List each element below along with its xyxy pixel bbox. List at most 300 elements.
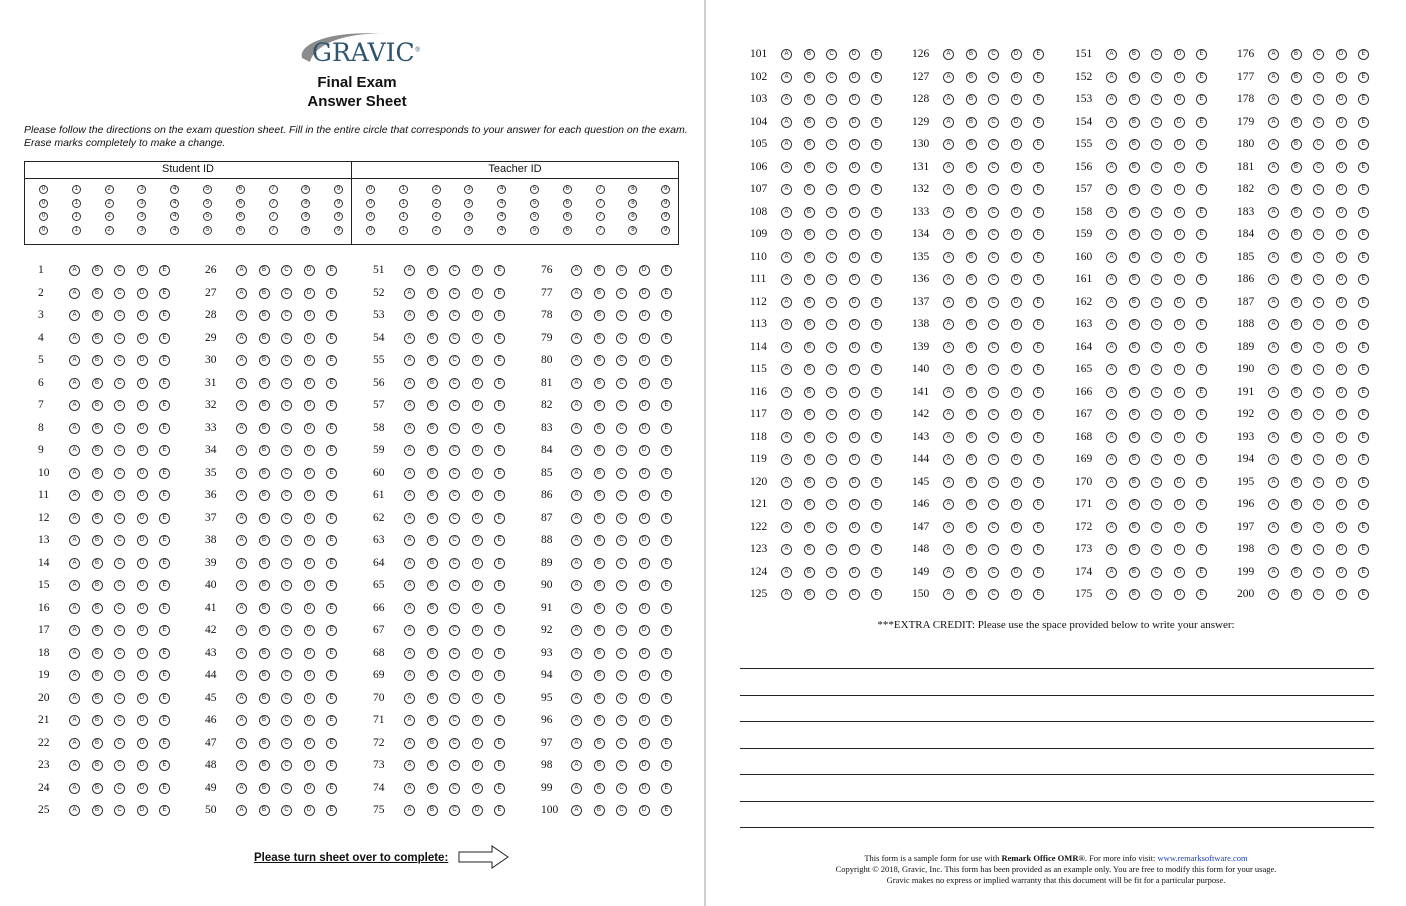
answer-bubble[interactable]: B — [259, 760, 270, 771]
answer-bubble[interactable]: B — [594, 310, 605, 321]
answer-bubble[interactable]: A — [781, 139, 792, 150]
answer-bubble[interactable]: E — [159, 265, 170, 276]
answer-bubble[interactable]: B — [1291, 409, 1302, 420]
answer-bubble[interactable]: E — [871, 162, 882, 173]
answer-bubble[interactable]: D — [1336, 94, 1347, 105]
answer-bubble[interactable]: A — [943, 387, 954, 398]
answer-bubble[interactable]: D — [1011, 139, 1022, 150]
answer-bubble[interactable]: B — [427, 288, 438, 299]
answer-bubble[interactable]: A — [236, 760, 247, 771]
id-digit-bubble[interactable]: 5 — [530, 185, 539, 194]
answer-bubble[interactable]: A — [1106, 364, 1117, 375]
answer-bubble[interactable]: B — [259, 783, 270, 794]
answer-bubble[interactable]: C — [988, 409, 999, 420]
answer-bubble[interactable]: A — [943, 319, 954, 330]
answer-bubble[interactable]: D — [1174, 94, 1185, 105]
answer-bubble[interactable]: B — [966, 454, 977, 465]
answer-bubble[interactable]: C — [826, 432, 837, 443]
answer-bubble[interactable]: E — [1033, 252, 1044, 263]
id-digit-bubble[interactable]: 7 — [596, 212, 605, 221]
answer-bubble[interactable]: D — [849, 139, 860, 150]
answer-bubble[interactable]: D — [1336, 207, 1347, 218]
answer-bubble[interactable]: A — [781, 184, 792, 195]
answer-bubble[interactable]: B — [966, 567, 977, 578]
answer-bubble[interactable]: B — [966, 477, 977, 488]
answer-bubble[interactable]: A — [943, 454, 954, 465]
answer-bubble[interactable]: A — [1268, 387, 1279, 398]
answer-bubble[interactable]: B — [92, 535, 103, 546]
id-digit-bubble[interactable]: 0 — [39, 185, 48, 194]
answer-bubble[interactable]: C — [281, 423, 292, 434]
answer-bubble[interactable]: A — [236, 445, 247, 456]
answer-bubble[interactable]: E — [871, 274, 882, 285]
answer-bubble[interactable]: B — [804, 544, 815, 555]
answer-bubble[interactable]: B — [594, 805, 605, 816]
answer-bubble[interactable]: C — [281, 445, 292, 456]
answer-bubble[interactable]: A — [404, 468, 415, 479]
answer-bubble[interactable]: D — [304, 603, 315, 614]
answer-bubble[interactable]: A — [571, 355, 582, 366]
answer-bubble[interactable]: E — [1358, 117, 1369, 128]
answer-bubble[interactable]: C — [1151, 252, 1162, 263]
answer-bubble[interactable]: D — [472, 400, 483, 411]
answer-bubble[interactable]: D — [849, 49, 860, 60]
answer-bubble[interactable]: A — [781, 544, 792, 555]
id-digit-bubble[interactable]: 6 — [563, 226, 572, 235]
answer-bubble[interactable]: A — [404, 378, 415, 389]
id-digit-bubble[interactable]: 4 — [497, 199, 506, 208]
answer-bubble[interactable]: D — [137, 400, 148, 411]
answer-bubble[interactable]: D — [304, 265, 315, 276]
answer-bubble[interactable]: B — [594, 670, 605, 681]
answer-bubble[interactable]: D — [639, 670, 650, 681]
answer-bubble[interactable]: E — [871, 409, 882, 420]
answer-bubble[interactable]: B — [427, 603, 438, 614]
answer-bubble[interactable]: C — [114, 760, 125, 771]
answer-bubble[interactable]: C — [114, 535, 125, 546]
answer-bubble[interactable]: C — [114, 603, 125, 614]
answer-bubble[interactable]: E — [661, 378, 672, 389]
id-digit-bubble[interactable]: 2 — [432, 185, 441, 194]
answer-bubble[interactable]: E — [1358, 184, 1369, 195]
answer-bubble[interactable]: B — [1291, 94, 1302, 105]
answer-bubble[interactable]: B — [594, 355, 605, 366]
answer-bubble[interactable]: C — [988, 229, 999, 240]
id-digit-bubble[interactable]: 3 — [464, 212, 473, 221]
answer-bubble[interactable]: C — [1313, 477, 1324, 488]
answer-bubble[interactable]: A — [404, 333, 415, 344]
answer-bubble[interactable]: B — [1291, 139, 1302, 150]
id-digit-bubble[interactable]: 8 — [628, 212, 637, 221]
answer-bubble[interactable]: A — [1268, 342, 1279, 353]
answer-bubble[interactable]: E — [326, 513, 337, 524]
answer-bubble[interactable]: A — [1106, 409, 1117, 420]
answer-bubble[interactable]: C — [281, 333, 292, 344]
answer-bubble[interactable]: C — [281, 468, 292, 479]
answer-bubble[interactable]: E — [661, 693, 672, 704]
answer-bubble[interactable]: A — [404, 445, 415, 456]
answer-bubble[interactable]: E — [661, 490, 672, 501]
answer-bubble[interactable]: D — [472, 715, 483, 726]
answer-bubble[interactable]: B — [1129, 229, 1140, 240]
answer-bubble[interactable]: E — [871, 139, 882, 150]
answer-bubble[interactable]: A — [571, 603, 582, 614]
answer-bubble[interactable]: E — [1358, 477, 1369, 488]
answer-bubble[interactable]: D — [1336, 117, 1347, 128]
answer-bubble[interactable]: E — [1358, 72, 1369, 83]
answer-bubble[interactable]: A — [781, 499, 792, 510]
answer-bubble[interactable]: E — [494, 670, 505, 681]
answer-bubble[interactable]: E — [1196, 477, 1207, 488]
answer-bubble[interactable]: B — [1291, 72, 1302, 83]
answer-bubble[interactable]: E — [326, 445, 337, 456]
answer-bubble[interactable]: B — [1129, 162, 1140, 173]
id-digit-bubble[interactable]: 5 — [203, 199, 212, 208]
answer-bubble[interactable]: C — [449, 670, 460, 681]
answer-bubble[interactable]: A — [1268, 477, 1279, 488]
answer-bubble[interactable]: A — [236, 423, 247, 434]
answer-bubble[interactable]: C — [616, 445, 627, 456]
answer-bubble[interactable]: D — [1011, 297, 1022, 308]
answer-bubble[interactable]: A — [943, 207, 954, 218]
answer-bubble[interactable]: C — [1313, 364, 1324, 375]
answer-bubble[interactable]: B — [594, 783, 605, 794]
answer-bubble[interactable]: B — [259, 670, 270, 681]
answer-bubble[interactable]: B — [594, 693, 605, 704]
answer-bubble[interactable]: E — [1033, 229, 1044, 240]
answer-bubble[interactable]: C — [449, 378, 460, 389]
answer-bubble[interactable]: E — [1033, 117, 1044, 128]
answer-bubble[interactable]: A — [236, 558, 247, 569]
answer-bubble[interactable]: E — [326, 310, 337, 321]
answer-bubble[interactable]: B — [966, 499, 977, 510]
answer-bubble[interactable]: E — [1358, 319, 1369, 330]
answer-bubble[interactable]: B — [1129, 319, 1140, 330]
answer-bubble[interactable]: A — [69, 333, 80, 344]
answer-bubble[interactable]: C — [616, 715, 627, 726]
answer-bubble[interactable]: D — [1011, 432, 1022, 443]
answer-bubble[interactable]: A — [943, 229, 954, 240]
answer-bubble[interactable]: B — [259, 490, 270, 501]
answer-bubble[interactable]: C — [449, 490, 460, 501]
answer-bubble[interactable]: B — [427, 423, 438, 434]
answer-bubble[interactable]: A — [781, 387, 792, 398]
id-digit-bubble[interactable]: 3 — [137, 212, 146, 221]
id-digit-bubble[interactable]: 9 — [334, 199, 343, 208]
answer-bubble[interactable]: E — [326, 288, 337, 299]
answer-bubble[interactable]: D — [639, 648, 650, 659]
answer-bubble[interactable]: C — [826, 387, 837, 398]
answer-bubble[interactable]: A — [943, 139, 954, 150]
answer-bubble[interactable]: C — [1151, 72, 1162, 83]
answer-bubble[interactable]: D — [1336, 409, 1347, 420]
answer-bubble[interactable]: E — [1196, 544, 1207, 555]
answer-bubble[interactable]: E — [159, 715, 170, 726]
answer-bubble[interactable]: B — [966, 589, 977, 600]
answer-bubble[interactable]: A — [571, 760, 582, 771]
answer-bubble[interactable]: A — [404, 603, 415, 614]
answer-bubble[interactable]: D — [472, 333, 483, 344]
answer-bubble[interactable]: A — [69, 715, 80, 726]
answer-bubble[interactable]: B — [594, 715, 605, 726]
answer-bubble[interactable]: A — [69, 738, 80, 749]
answer-bubble[interactable]: C — [616, 693, 627, 704]
answer-bubble[interactable]: B — [259, 445, 270, 456]
answer-bubble[interactable]: D — [472, 625, 483, 636]
id-digit-bubble[interactable]: 4 — [497, 185, 506, 194]
id-digit-bubble[interactable]: 4 — [497, 212, 506, 221]
answer-bubble[interactable]: A — [1106, 94, 1117, 105]
answer-bubble[interactable]: E — [1033, 94, 1044, 105]
answer-bubble[interactable]: D — [137, 265, 148, 276]
answer-bubble[interactable]: C — [1313, 72, 1324, 83]
answer-bubble[interactable]: E — [159, 603, 170, 614]
answer-bubble[interactable]: D — [1174, 454, 1185, 465]
answer-bubble[interactable]: E — [661, 783, 672, 794]
answer-bubble[interactable]: A — [571, 333, 582, 344]
answer-bubble[interactable]: A — [236, 805, 247, 816]
answer-bubble[interactable]: D — [849, 72, 860, 83]
answer-bubble[interactable]: B — [259, 310, 270, 321]
answer-bubble[interactable]: E — [871, 567, 882, 578]
answer-bubble[interactable]: C — [1151, 229, 1162, 240]
id-digit-bubble[interactable]: 8 — [301, 212, 310, 221]
answer-bubble[interactable]: C — [988, 117, 999, 128]
answer-bubble[interactable]: C — [1151, 297, 1162, 308]
answer-bubble[interactable]: E — [494, 490, 505, 501]
answer-bubble[interactable]: B — [1129, 342, 1140, 353]
answer-bubble[interactable]: E — [494, 580, 505, 591]
answer-bubble[interactable]: B — [966, 297, 977, 308]
answer-bubble[interactable]: B — [1129, 589, 1140, 600]
answer-bubble[interactable]: D — [472, 310, 483, 321]
answer-bubble[interactable]: D — [1174, 342, 1185, 353]
answer-bubble[interactable]: D — [1011, 477, 1022, 488]
answer-bubble[interactable]: B — [1291, 229, 1302, 240]
answer-bubble[interactable]: E — [159, 423, 170, 434]
answer-bubble[interactable]: E — [326, 378, 337, 389]
answer-bubble[interactable]: C — [449, 265, 460, 276]
answer-bubble[interactable]: E — [326, 603, 337, 614]
answer-bubble[interactable]: C — [988, 72, 999, 83]
answer-bubble[interactable]: B — [1291, 297, 1302, 308]
answer-bubble[interactable]: B — [427, 265, 438, 276]
answer-bubble[interactable]: D — [472, 603, 483, 614]
answer-bubble[interactable]: A — [781, 477, 792, 488]
answer-bubble[interactable]: D — [1011, 409, 1022, 420]
answer-bubble[interactable]: B — [804, 499, 815, 510]
answer-bubble[interactable]: A — [236, 333, 247, 344]
answer-bubble[interactable]: C — [616, 288, 627, 299]
answer-bubble[interactable]: D — [639, 805, 650, 816]
answer-bubble[interactable]: E — [494, 333, 505, 344]
answer-bubble[interactable]: B — [594, 445, 605, 456]
answer-bubble[interactable]: D — [849, 477, 860, 488]
answer-bubble[interactable]: E — [871, 387, 882, 398]
answer-bubble[interactable]: B — [427, 625, 438, 636]
answer-bubble[interactable]: C — [281, 625, 292, 636]
answer-bubble[interactable]: A — [781, 567, 792, 578]
answer-bubble[interactable]: B — [1129, 432, 1140, 443]
answer-bubble[interactable]: C — [616, 805, 627, 816]
answer-bubble[interactable]: A — [404, 288, 415, 299]
answer-bubble[interactable]: B — [259, 738, 270, 749]
answer-bubble[interactable]: C — [281, 558, 292, 569]
answer-bubble[interactable]: C — [826, 454, 837, 465]
answer-bubble[interactable]: A — [404, 513, 415, 524]
answer-bubble[interactable]: D — [1336, 274, 1347, 285]
answer-bubble[interactable]: A — [943, 297, 954, 308]
answer-bubble[interactable]: B — [427, 490, 438, 501]
answer-bubble[interactable]: C — [988, 544, 999, 555]
answer-bubble[interactable]: B — [804, 342, 815, 353]
answer-bubble[interactable]: E — [159, 535, 170, 546]
answer-bubble[interactable]: B — [92, 288, 103, 299]
answer-bubble[interactable]: A — [69, 468, 80, 479]
answer-bubble[interactable]: E — [326, 558, 337, 569]
answer-bubble[interactable]: D — [849, 274, 860, 285]
answer-bubble[interactable]: E — [1196, 432, 1207, 443]
id-digit-bubble[interactable]: 6 — [563, 199, 572, 208]
answer-bubble[interactable]: D — [137, 490, 148, 501]
answer-bubble[interactable]: B — [1129, 94, 1140, 105]
answer-bubble[interactable]: E — [1358, 297, 1369, 308]
answer-bubble[interactable]: C — [114, 265, 125, 276]
answer-bubble[interactable]: D — [1174, 49, 1185, 60]
answer-bubble[interactable]: D — [1174, 477, 1185, 488]
id-digit-bubble[interactable]: 9 — [661, 185, 670, 194]
answer-bubble[interactable]: E — [661, 805, 672, 816]
answer-bubble[interactable]: B — [92, 490, 103, 501]
answer-bubble[interactable]: E — [1196, 162, 1207, 173]
answer-bubble[interactable]: B — [259, 355, 270, 366]
answer-bubble[interactable]: D — [849, 184, 860, 195]
answer-bubble[interactable]: D — [1011, 49, 1022, 60]
answer-bubble[interactable]: B — [259, 805, 270, 816]
answer-bubble[interactable]: A — [69, 310, 80, 321]
answer-bubble[interactable]: B — [594, 468, 605, 479]
answer-bubble[interactable]: A — [404, 625, 415, 636]
answer-bubble[interactable]: C — [114, 400, 125, 411]
answer-bubble[interactable]: C — [449, 580, 460, 591]
answer-bubble[interactable]: E — [1033, 499, 1044, 510]
answer-bubble[interactable]: D — [137, 738, 148, 749]
answer-bubble[interactable]: C — [1151, 454, 1162, 465]
id-digit-bubble[interactable]: 1 — [72, 199, 81, 208]
answer-bubble[interactable]: A — [69, 490, 80, 501]
answer-bubble[interactable]: D — [849, 297, 860, 308]
answer-bubble[interactable]: C — [281, 378, 292, 389]
answer-bubble[interactable]: C — [1313, 409, 1324, 420]
answer-bubble[interactable]: E — [494, 310, 505, 321]
answer-bubble[interactable]: E — [661, 625, 672, 636]
answer-bubble[interactable]: B — [804, 139, 815, 150]
answer-bubble[interactable]: B — [966, 94, 977, 105]
answer-bubble[interactable]: C — [1151, 94, 1162, 105]
answer-bubble[interactable]: D — [1011, 229, 1022, 240]
answer-bubble[interactable]: D — [1174, 364, 1185, 375]
answer-bubble[interactable]: E — [661, 355, 672, 366]
answer-bubble[interactable]: A — [1106, 229, 1117, 240]
answer-bubble[interactable]: E — [494, 783, 505, 794]
answer-bubble[interactable]: A — [1268, 117, 1279, 128]
answer-bubble[interactable]: B — [594, 535, 605, 546]
answer-bubble[interactable]: C — [826, 184, 837, 195]
answer-bubble[interactable]: E — [871, 184, 882, 195]
answer-bubble[interactable]: B — [92, 715, 103, 726]
answer-bubble[interactable]: C — [988, 432, 999, 443]
answer-bubble[interactable]: E — [871, 432, 882, 443]
answer-bubble[interactable]: D — [472, 648, 483, 659]
answer-bubble[interactable]: D — [1174, 229, 1185, 240]
answer-bubble[interactable]: C — [281, 805, 292, 816]
id-digit-bubble[interactable]: 8 — [628, 226, 637, 235]
answer-bubble[interactable]: C — [281, 265, 292, 276]
answer-bubble[interactable]: A — [1106, 432, 1117, 443]
answer-bubble[interactable]: D — [1336, 342, 1347, 353]
answer-bubble[interactable]: B — [259, 625, 270, 636]
answer-bubble[interactable]: A — [1268, 207, 1279, 218]
answer-bubble[interactable]: C — [826, 409, 837, 420]
answer-bubble[interactable]: A — [1106, 319, 1117, 330]
answer-bubble[interactable]: C — [616, 535, 627, 546]
answer-bubble[interactable]: A — [236, 670, 247, 681]
remark-software-link[interactable]: www.remarksoftware.com — [1157, 853, 1248, 863]
answer-bubble[interactable]: C — [1313, 94, 1324, 105]
answer-bubble[interactable]: E — [494, 760, 505, 771]
answer-bubble[interactable]: C — [826, 499, 837, 510]
answer-bubble[interactable]: A — [943, 274, 954, 285]
answer-bubble[interactable]: A — [69, 670, 80, 681]
answer-bubble[interactable]: C — [988, 252, 999, 263]
answer-bubble[interactable]: C — [988, 94, 999, 105]
answer-bubble[interactable]: B — [92, 333, 103, 344]
answer-bubble[interactable]: E — [871, 589, 882, 600]
answer-bubble[interactable]: A — [571, 490, 582, 501]
id-digit-bubble[interactable]: 1 — [72, 212, 81, 221]
answer-bubble[interactable]: E — [1033, 207, 1044, 218]
answer-bubble[interactable]: E — [661, 715, 672, 726]
answer-bubble[interactable]: B — [427, 738, 438, 749]
answer-bubble[interactable]: A — [1106, 139, 1117, 150]
answer-bubble[interactable]: D — [849, 94, 860, 105]
answer-bubble[interactable]: D — [137, 423, 148, 434]
answer-bubble[interactable]: E — [661, 580, 672, 591]
answer-bubble[interactable]: B — [1129, 387, 1140, 398]
answer-bubble[interactable]: B — [804, 522, 815, 533]
answer-bubble[interactable]: D — [1336, 49, 1347, 60]
answer-bubble[interactable]: C — [616, 513, 627, 524]
answer-bubble[interactable]: C — [114, 378, 125, 389]
id-digit-bubble[interactable]: 9 — [661, 212, 670, 221]
answer-bubble[interactable]: A — [236, 468, 247, 479]
id-digit-bubble[interactable]: 9 — [661, 199, 670, 208]
answer-bubble[interactable]: B — [804, 252, 815, 263]
answer-bubble[interactable]: E — [1033, 342, 1044, 353]
answer-bubble[interactable]: D — [304, 423, 315, 434]
answer-bubble[interactable]: C — [1151, 274, 1162, 285]
id-digit-bubble[interactable]: 3 — [464, 226, 473, 235]
answer-bubble[interactable]: C — [281, 490, 292, 501]
answer-bubble[interactable]: D — [472, 580, 483, 591]
answer-bubble[interactable]: C — [114, 423, 125, 434]
answer-bubble[interactable]: E — [1033, 297, 1044, 308]
answer-bubble[interactable]: A — [1268, 94, 1279, 105]
answer-bubble[interactable]: C — [826, 274, 837, 285]
answer-bubble[interactable]: C — [1313, 544, 1324, 555]
answer-bubble[interactable]: E — [494, 693, 505, 704]
answer-bubble[interactable]: C — [826, 544, 837, 555]
